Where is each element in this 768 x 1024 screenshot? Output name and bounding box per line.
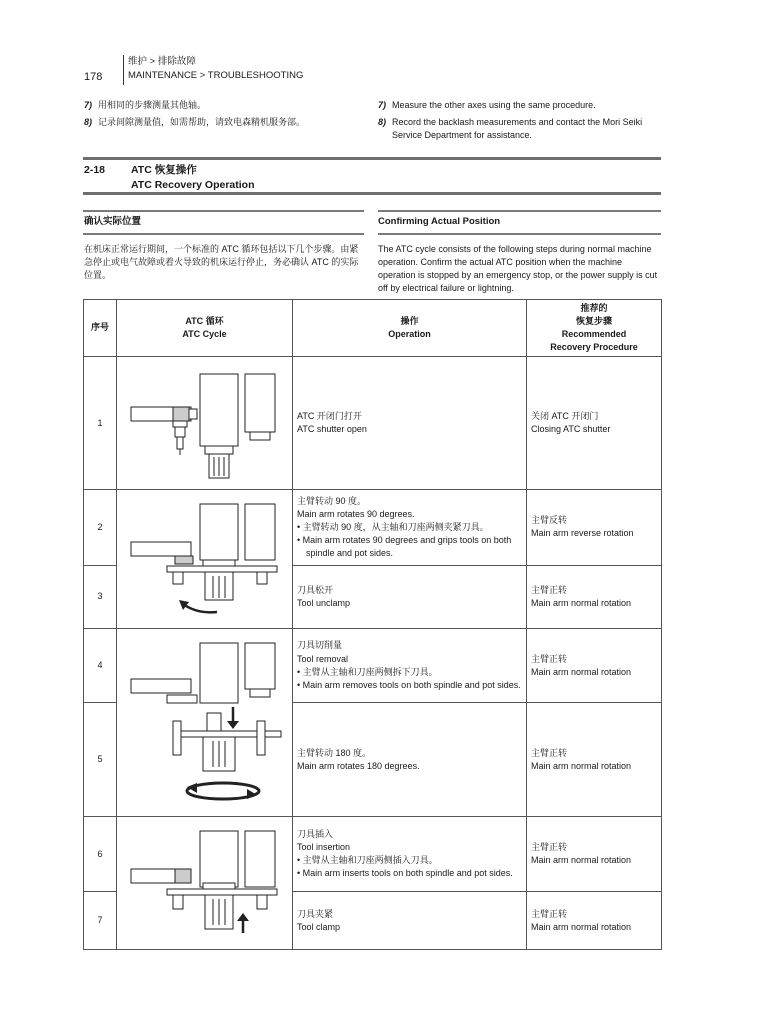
step-item: 8) Record the backlash measurements and contact the Mori Seiki Service Department for assistance. <box>378 117 643 141</box>
section-title-en: ATC Recovery Operation <box>131 178 255 191</box>
steps-en <box>378 99 660 142</box>
table-row <box>84 629 662 703</box>
table-row <box>84 817 662 892</box>
recovery-cell: 关闭 ATC 开闭门 Closing ATC shutter <box>527 357 662 490</box>
operation-cell: 刀具插入 Tool insertion • 主臂从主轴和刀座两侧插入刀具。 • Main arm inserts tools on both spindle and pot sides. <box>293 817 527 892</box>
subsection-rule-en-bottom <box>378 233 661 235</box>
operation-cell: 主臂转动 90 度。 Main arm rotates 90 degrees. • 主臂转动 90 度，从主轴和刀座两侧夹紧刀具。 • Main arm rotates 90 degrees and grips tools on both spindle and pot sides. <box>293 490 527 566</box>
header-operation: 操作 Operation <box>293 300 527 357</box>
operation-cell: 刀具切削量 Tool removal • 主臂从主轴和刀座两侧拆下刀具。 • Main arm removes tools on both spindle and pot sides. <box>293 629 527 703</box>
row-number: 6 <box>84 817 117 892</box>
row-number: 3 <box>84 565 117 628</box>
breadcrumb-cn: 维护 > 排除故障 <box>128 56 196 67</box>
recovery-cell: 主臂正转 Main arm normal rotation <box>527 703 662 817</box>
header-recommended: 推荐的 恢复步骤 Recommended Recovery Procedure <box>527 300 662 357</box>
operation-cell: 刀具松开 Tool unclamp <box>293 565 527 628</box>
step-item: 8) 记录间隙测量值，如需帮助，请致电森精机服务部。 <box>84 117 306 128</box>
subsection-rule-cn-bottom <box>83 233 364 235</box>
recovery-cell: 主臂正转 Main arm normal rotation <box>527 629 662 703</box>
atc-cycle-diagram <box>117 629 293 812</box>
steps-cn <box>84 99 364 129</box>
atc-figure-shutter-open <box>117 357 293 490</box>
atc-table <box>83 299 662 950</box>
page-number: 178 <box>84 71 103 83</box>
breadcrumb <box>128 55 303 84</box>
atc-figure-insert-clamp <box>117 817 293 950</box>
subsection-body-en: The ATC cycle consists of the following steps during normal machine operation. Confirm the actual ATC position when the machine operation is stopped by an emergency stop, or the power supply is cut off by electrical failure or lightning. <box>378 244 658 294</box>
recovery-cell: 主臂反转 Main arm reverse rotation <box>527 490 662 566</box>
subsection-rule-cn <box>83 210 364 212</box>
row-number: 2 <box>84 490 117 566</box>
operation-cell: ATC 开闭门打开 ATC shutter open <box>293 357 527 490</box>
atc-cycle-diagram <box>117 357 293 485</box>
breadcrumb-en: MAINTENANCE > TROUBLESHOOTING <box>128 70 304 82</box>
table-header-row <box>84 300 662 357</box>
subsection-title-cn: 确认实际位置 <box>84 216 142 227</box>
section-number: 2-18 <box>84 164 106 176</box>
section-rule-bottom <box>83 192 661 195</box>
atc-cycle-diagram <box>117 490 293 624</box>
atc-cycle-diagram <box>117 817 293 945</box>
recovery-cell: 主臂正转 Main arm normal rotation <box>527 891 662 949</box>
header-cycle: ATC 循环 ATC Cycle <box>117 300 293 357</box>
step-item: 7) Measure the other axes using the same procedure. <box>378 100 596 110</box>
atc-figure-arm-rotate-unclamp <box>117 490 293 629</box>
section-rule-top <box>83 157 661 160</box>
section-title-cn: ATC 恢复操作 <box>131 164 197 176</box>
operation-cell: 刀具夹紧 Tool clamp <box>293 891 527 949</box>
operation-cell: 主臂转动 180 度。 Main arm rotates 180 degrees. <box>293 703 527 817</box>
header-no: 序号 <box>84 300 117 357</box>
table-row <box>84 490 662 566</box>
row-number: 7 <box>84 891 117 949</box>
row-number: 1 <box>84 357 117 490</box>
breadcrumb-divider <box>123 55 124 85</box>
atc-figure-remove-rotate <box>117 629 293 817</box>
subsection-title-en: Confirming Actual Position <box>378 216 501 227</box>
row-number: 5 <box>84 703 117 817</box>
recovery-cell: 主臂正转 Main arm normal rotation <box>527 565 662 628</box>
row-number: 4 <box>84 629 117 703</box>
subsection-body-cn: 在机床正常运行期间，一个标准的 ATC 循环包括以下几个步骤。由紧急停止或电气故障或着火导致的机床运行停止，务必确认 ATC 的实际位置。 <box>84 244 359 281</box>
recovery-cell: 主臂正转 Main arm normal rotation <box>527 817 662 892</box>
section-title <box>131 163 255 192</box>
subsection-rule-en <box>378 210 661 212</box>
table-row <box>84 357 662 490</box>
step-item: 7) 用相同的步骤测量其他轴。 <box>84 100 207 110</box>
